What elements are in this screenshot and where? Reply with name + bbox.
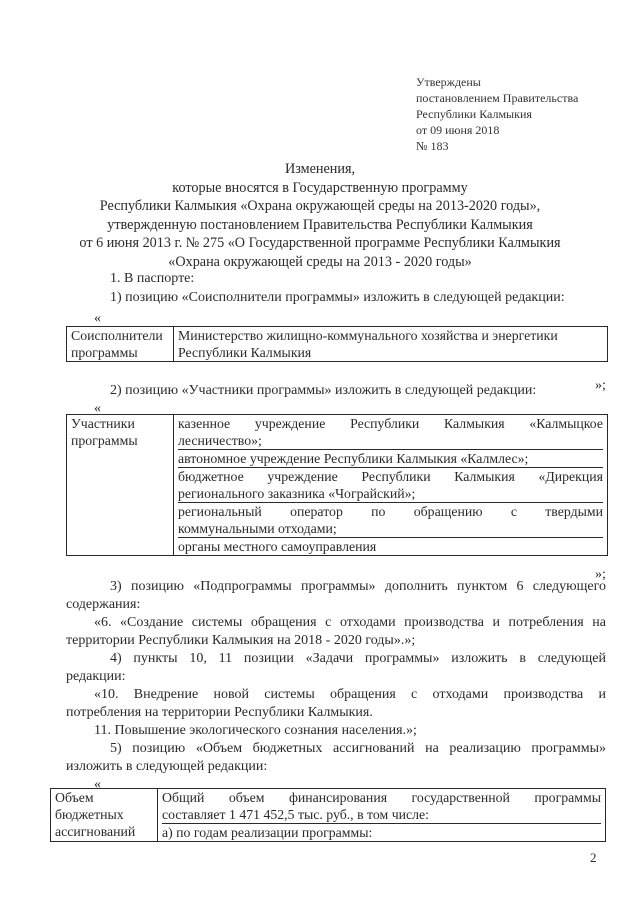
quote-close: »; <box>595 378 606 393</box>
title-line: которые вносятся в Государственную программу <box>172 179 468 196</box>
quote-open: « <box>94 777 101 792</box>
item-tasks-quote-11: 11. Повышение экологического сознания населения.»; <box>94 723 417 738</box>
approval-line: Республики Калмыкия <box>416 107 532 121</box>
item-tasks: 4) пункты 10, 11 позиции «Задачи программы» изложить в следующей <box>110 651 606 666</box>
approval-date: от 09 июня 2018 <box>416 123 500 137</box>
item-tasks-quote-cont: потребления на территории Республики Калмыкия. <box>66 705 373 720</box>
approval-line: постановлением Правительства <box>416 91 579 105</box>
title-line: от 6 июня 2013 г. № 275 «О Государственной программе Республики Калмыкия <box>79 235 561 251</box>
table-value-cell: Министерство жилищно-коммунального хозяйства и энергетики Республики Калмыкия <box>174 327 608 362</box>
budget-table <box>50 788 606 842</box>
coexecutors-table <box>66 326 608 362</box>
quote-close: »; <box>595 567 606 582</box>
item-tasks-quote: «10. Внедрение новой системы обращения с отходами производства и <box>94 687 606 702</box>
table-value-cell: казенное учреждение Республики Калмыкия «Калмыцкое лесничество»; автономное учреждение Республики Калмыкия «Калмлес»; бюджетное учреждение Республики Калмыкия «Дирекция регионального заказника «Чограйский»; региональный оператор по обращению с твердыми коммунальными отходами; органы местного самоуправления <box>174 415 608 556</box>
item-subprograms-quote-cont: территории Республики Калмыкия на 2018 - 2020 годы».»; <box>66 633 416 648</box>
document-title <box>0 160 640 271</box>
title-line: утвержденную постановлением Правительства Республики Калмыкия <box>107 216 533 233</box>
item-subprograms-cont: содержания: <box>66 597 141 612</box>
approval-block <box>416 74 578 154</box>
item-budget-cont: изложить в следующей редакции: <box>66 759 268 774</box>
quote-open: « <box>94 311 101 326</box>
title-line: Изменения, <box>284 161 356 177</box>
title-line: «Охрана окружающей среды на 2013 - 2020 годы» <box>168 253 472 270</box>
item-subprograms: 3) позицию «Подпрограммы программы» дополнить пунктом 6 следующего <box>110 579 606 594</box>
table-value-cell: Общий объем финансирования государственной программы составляет 1 471 452,5 тыс. руб., в том числе: а) по годам реализации программы: <box>158 789 606 842</box>
item-budget: 5) позицию «Объем бюджетных ассигнований на реализацию программы» <box>110 741 606 756</box>
approval-number: № 183 <box>416 139 449 153</box>
item-passport: 1. В паспорте: <box>110 271 195 286</box>
title-line: Республики Калмыкия «Охрана окружающей среды на 2013-2020 годы», <box>99 198 541 214</box>
table-label-cell: Участники программы <box>67 415 174 556</box>
participants-table <box>66 414 608 556</box>
table-label-cell: Соисполнители программы <box>67 327 174 362</box>
item-tasks-cont: редакции: <box>66 669 126 684</box>
page-number: 2 <box>590 850 597 865</box>
quote-open: « <box>94 401 101 416</box>
item-coexecutors: 1) позицию «Соисполнители программы» изложить в следующей редакции: <box>110 290 565 305</box>
item-participants: 2) позицию «Участники программы» изложить в следующей редакции: <box>110 383 537 398</box>
approval-line: Утверждены <box>416 75 481 89</box>
item-subprograms-quote: «6. «Создание системы обращения с отходами производства и потребления на <box>94 615 606 630</box>
table-label-cell: Объем бюджетных ассигнований <box>51 789 158 842</box>
